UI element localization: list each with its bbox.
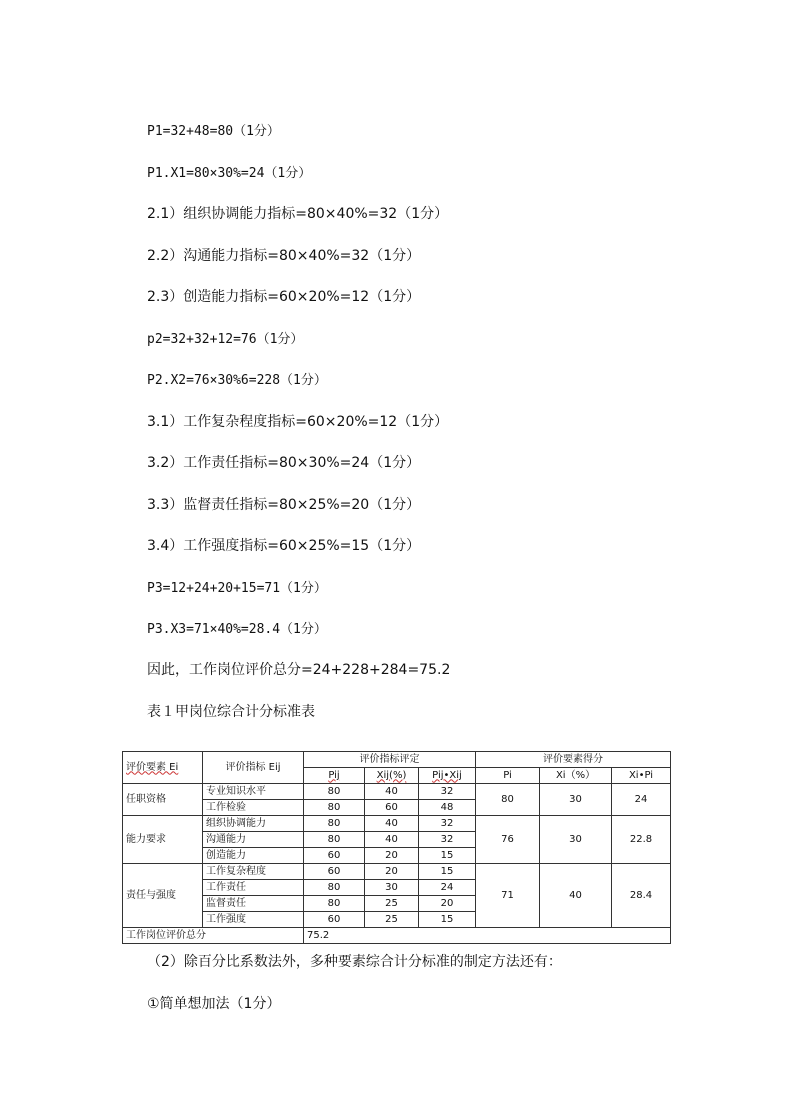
calc-line: 2.1）组织协调能力指标=80×40%=32（1分） (147, 206, 449, 222)
cell-value: 60 (304, 864, 365, 880)
element-xi: 30 (540, 816, 612, 864)
element-xi: 40 (540, 864, 612, 928)
indicator-name: 专业知识水平 (203, 784, 304, 800)
calc-line: P2.X2=76×30%6=228（1分） (147, 373, 327, 388)
cell-value: 15 (419, 864, 476, 880)
indicator-name: 工作责任 (203, 880, 304, 896)
cell-value: 20 (365, 864, 419, 880)
cell-value: 80 (304, 880, 365, 896)
cell-value: 15 (419, 912, 476, 928)
cell-value: 30 (365, 880, 419, 896)
element-xpi: 24 (612, 784, 671, 816)
indicator-name: 组织协调能力 (203, 816, 304, 832)
calc-line: 2.3）创造能力指标=60×20%=12（1分） (147, 289, 421, 305)
scoring-table (122, 751, 671, 944)
header-xpi: Xi•Pi (612, 768, 671, 784)
table-row (123, 864, 671, 880)
calc-line: P3=12+24+20+15=71（1分） (147, 580, 327, 596)
header-group2: 评价要素得分 (476, 752, 671, 768)
table-row (123, 784, 671, 800)
summary-line: 因此，工作岗位评价总分=24+228+284=75.2 (147, 662, 451, 678)
indicator-name: 创造能力 (203, 848, 304, 864)
cell-value: 15 (419, 848, 476, 864)
cell-value: 40 (365, 832, 419, 848)
total-row (123, 928, 671, 944)
cell-value: 60 (304, 912, 365, 928)
element-name: 任职资格 (123, 784, 203, 816)
element-pi: 80 (476, 784, 540, 816)
cell-value: 20 (365, 848, 419, 864)
calc-line: 3.4）工作强度指标=60×25%=15（1分） (147, 538, 421, 554)
calc-line: p2=32+32+12=76（1分） (147, 331, 304, 347)
table-row (123, 816, 671, 832)
cell-value: 80 (304, 800, 365, 816)
cell-value: 25 (365, 912, 419, 928)
element-pi: 71 (476, 864, 540, 928)
indicator-name: 监督责任 (203, 896, 304, 912)
table-caption: 表１甲岗位综合计分标准表 (147, 704, 315, 720)
cell-value: 80 (304, 784, 365, 800)
answer-line: （2）除百分比系数法外，多种要素综合计分标准的制定方法还有： (147, 954, 562, 970)
indicator-name: 工作复杂程度 (203, 864, 304, 880)
header-pi: Pi (476, 768, 540, 784)
cell-value: 32 (419, 832, 476, 848)
calc-line: 2.2）沟通能力指标=80×40%=32（1分） (147, 247, 421, 264)
cell-value: 25 (365, 896, 419, 912)
indicator-name: 沟通能力 (203, 832, 304, 848)
header-pij: Pij (304, 768, 365, 784)
cell-value: 60 (304, 848, 365, 864)
cell-value: 32 (419, 784, 476, 800)
indicator-name: 工作强度 (203, 912, 304, 928)
element-xi: 30 (540, 784, 612, 816)
element-name: 责任与强度 (123, 864, 203, 928)
cell-value: 20 (419, 896, 476, 912)
calc-line: P1.X1=80×30%=24（1分） (147, 165, 312, 181)
header-ei: 评价要素 Ei (123, 752, 203, 784)
calc-line: 3.3）监督责任指标=80×25%=20（1分） (147, 496, 421, 513)
element-xpi: 28.4 (612, 864, 671, 928)
cell-value: 80 (304, 832, 365, 848)
header-xij: Xij(%) (365, 768, 419, 784)
calc-line: 3.1）工作复杂程度指标=60×20%=12（1分） (147, 413, 449, 430)
element-pi: 76 (476, 816, 540, 864)
cell-value: 24 (419, 880, 476, 896)
header-pxij: Pij•Xij (419, 768, 476, 784)
element-name: 能力要求 (123, 816, 203, 864)
indicator-name: 工作检验 (203, 800, 304, 816)
calc-line: 3.2）工作责任指标=80×30%=24（1分） (147, 455, 421, 471)
header-group1: 评价指标评定 (304, 752, 476, 768)
header-xi: Xi（%） (540, 768, 612, 784)
answer-line: ①简单想加法（1分） (147, 996, 281, 1012)
cell-value: 40 (365, 816, 419, 832)
total-value: 75.2 (304, 928, 671, 944)
cell-value: 60 (365, 800, 419, 816)
cell-value: 80 (304, 896, 365, 912)
header-eij: 评价指标 Eij (203, 752, 304, 784)
cell-value: 48 (419, 800, 476, 816)
calc-line: P1=32+48=80（1分） (147, 124, 280, 139)
cell-value: 40 (365, 784, 419, 800)
cell-value: 80 (304, 816, 365, 832)
element-xpi: 22.8 (612, 816, 671, 864)
calc-line: P3.X3=71×40%=28.4（1分） (147, 622, 327, 637)
total-label: 工作岗位评价总分 (123, 928, 304, 944)
cell-value: 32 (419, 816, 476, 832)
